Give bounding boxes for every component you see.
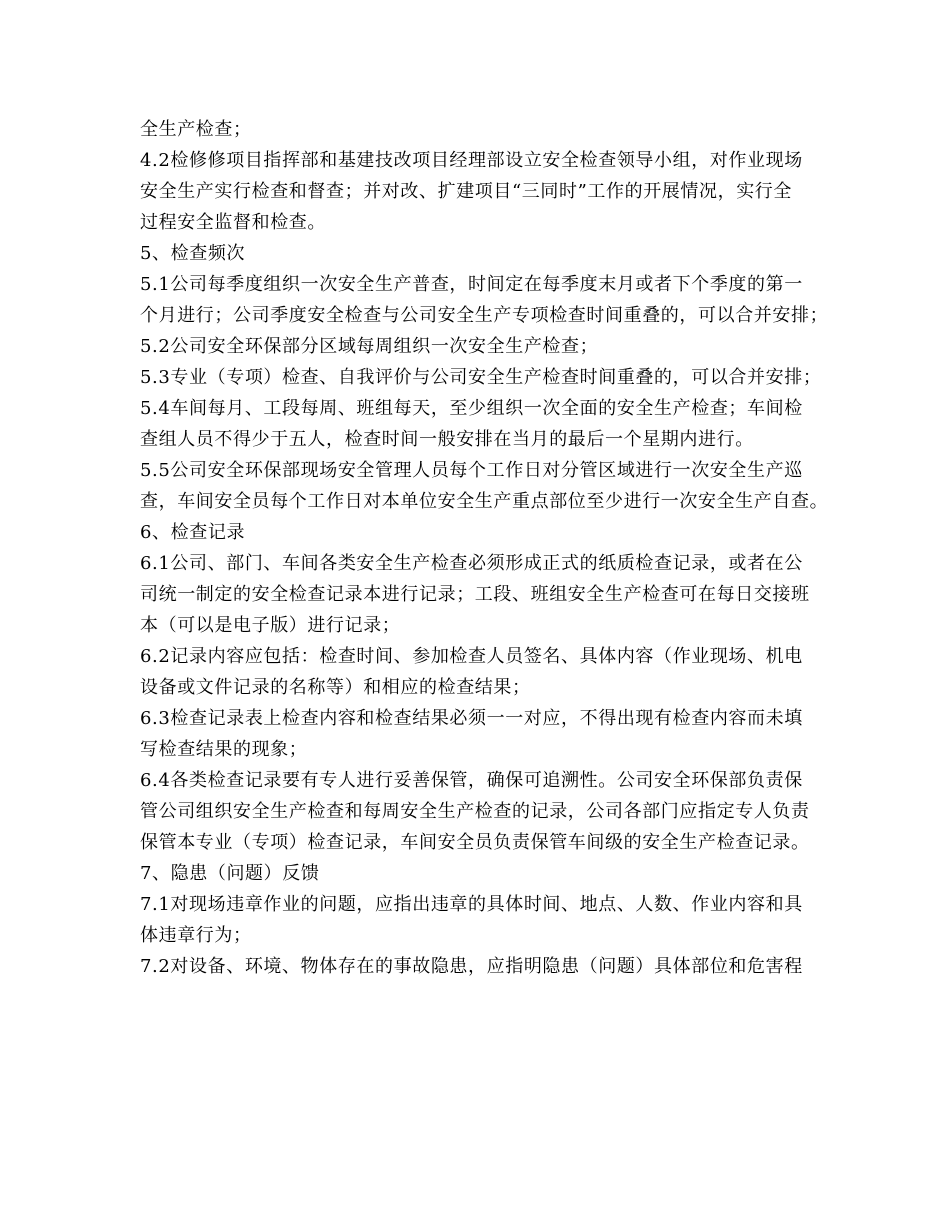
text-line: 个月进行；公司季度安全检查与公司安全生产专项检查时间重叠的，可以合并安排； [140, 305, 829, 326]
text-line: 司统一制定的安全检查记录本进行记录；工段、班组安全生产检查可在每日交接班 [140, 584, 810, 605]
text-line: 管公司组织安全生产检查和每周安全生产检查的记录，公司各部门应指定专人负责 [140, 801, 810, 822]
text-line: 6.1公司、部门、车间各类安全生产检查必须形成正式的纸质检查记录，或者在公 [140, 553, 803, 574]
text-line: 本（可以是电子版）进行记录； [140, 615, 401, 636]
text-line: 6.2记录内容应包括：检查时间、参加检查人员签名、具体内容（作业现场、机电 [140, 646, 803, 667]
section-heading: 5、检查频次 [140, 243, 246, 264]
text-line: 6.4各类检查记录要有专人进行妥善保管，确保可追溯性。公司安全环保部负责保 [140, 770, 803, 791]
text-line: 保管本专业（专项）检查记录，车间安全员负责保管车间级的安全生产检查记录。 [140, 832, 810, 853]
text-line: 6.3检查记录表上检查内容和检查结果必须一一对应，不得出现有检查内容而未填 [140, 708, 803, 729]
section-heading: 6、检查记录 [140, 522, 246, 543]
text-line: 安全生产实行检查和督查；并对改、扩建项目“三同时”工作的开展情况，实行全 [140, 181, 793, 202]
text-line: 设备或文件记录的名称等）和相应的检查结果； [140, 677, 531, 698]
text-line: 5.2公司安全环保部分区域每周组织一次安全生产检查； [140, 336, 599, 357]
text-line: 5.3专业（专项）检查、自我评价与公司安全生产检查时间重叠的，可以合并安排； [140, 367, 822, 388]
text-line: 5.1公司每季度组织一次安全生产普查，时间定在每季度末月或者下个季度的第一 [140, 274, 803, 295]
text-line: 查，车间安全员每个工作日对本单位安全生产重点部位至少进行一次安全生产自查。 [140, 491, 829, 512]
text-line: 4.2检修修项目指挥部和基建技改项目经理部设立安全检查领导小组，对作业现场 [140, 150, 803, 171]
text-line: 7.2对设备、环境、物体存在的事故隐患，应指明隐患（问题）具体部位和危害程 [140, 956, 803, 977]
text-line: 体违章行为； [140, 925, 252, 946]
text-line: 全生产检查； [140, 119, 252, 140]
text-line: 5.4车间每月、工段每周、班组每天，至少组织一次全面的安全生产检查；车间检 [140, 398, 803, 419]
text-line: 过程安全监督和检查。 [140, 212, 326, 233]
text-line: 写检查结果的现象； [140, 739, 308, 760]
section-heading: 7、隐患（问题）反馈 [140, 863, 320, 884]
text-line: 查组人员不得少于五人，检查时间一般安排在当月的最后一个星期内进行。 [140, 429, 754, 450]
text-line: 5.5公司安全环保部现场安全管理人员每个工作日对分管区域进行一次安全生产巡 [140, 460, 803, 481]
text-line: 7.1对现场违章作业的问题，应指出违章的具体时间、地点、人数、作业内容和具 [140, 894, 803, 915]
document-body [140, 114, 829, 982]
